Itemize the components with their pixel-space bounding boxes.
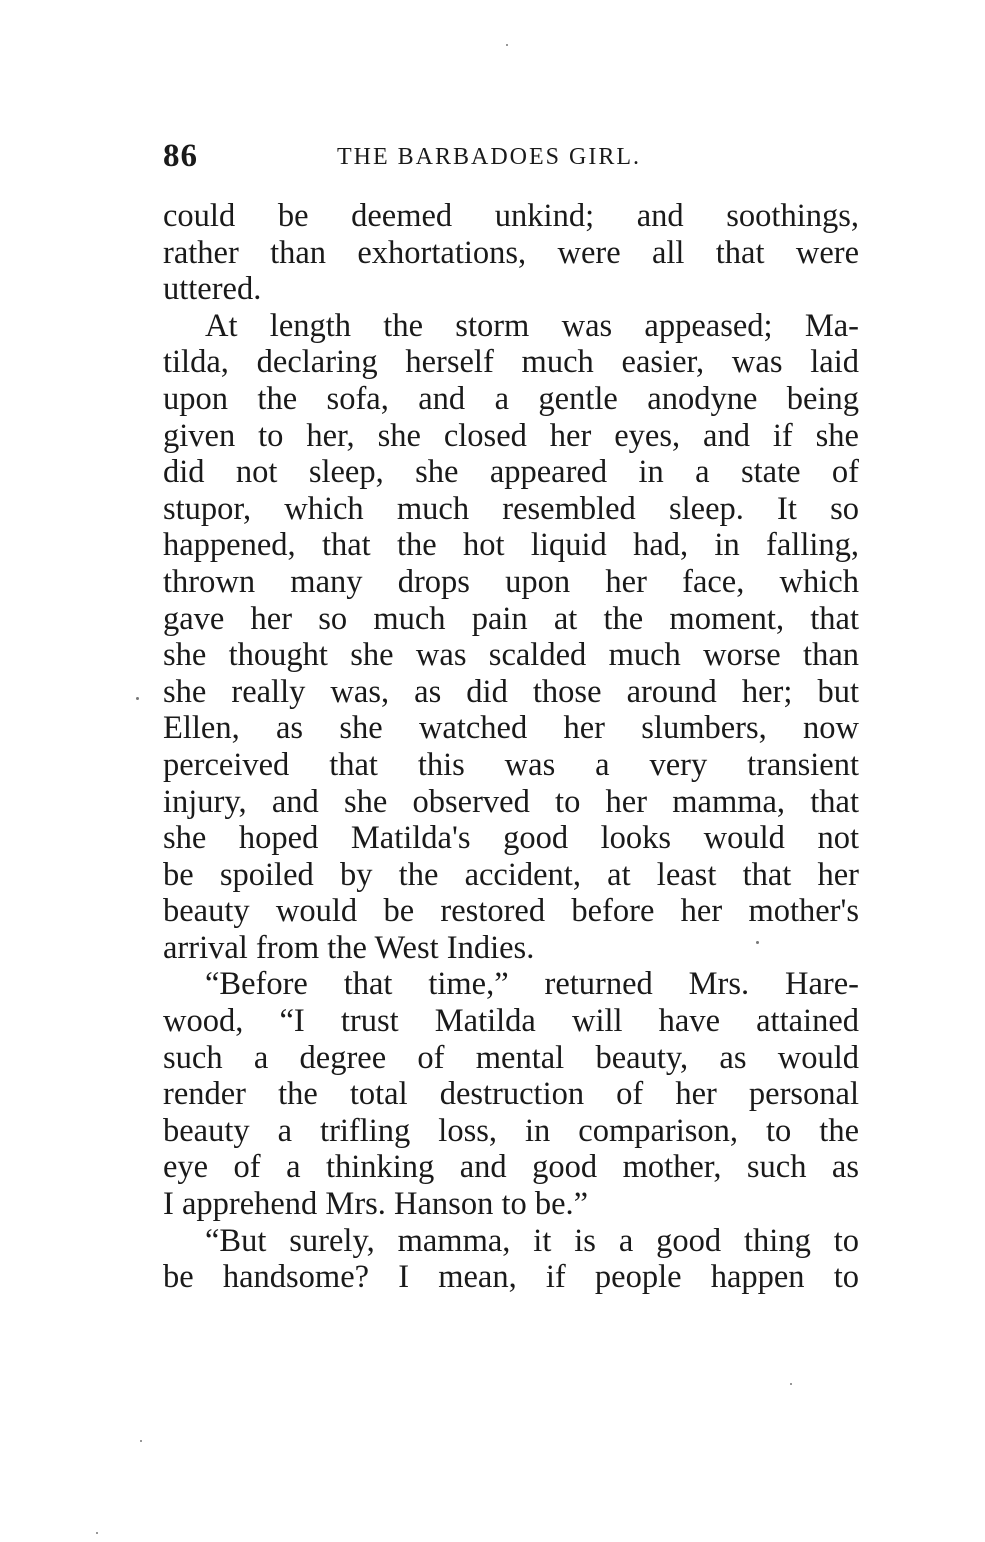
text-line: thrown many drops upon her face, which: [163, 563, 859, 600]
text-line: she really was, as did those around her; but: [163, 673, 859, 710]
text-line: “But surely, mamma, it is a good thing to: [205, 1222, 859, 1259]
text-line: be spoiled by the accident, at least that her: [163, 856, 859, 893]
text-line: she thought she was scalded much worse than: [163, 637, 859, 674]
running-title: THE BARBADOES GIRL.: [337, 144, 642, 170]
text-line: I apprehend Mrs. Hanson to be.”: [163, 1186, 589, 1223]
body-text: [163, 198, 859, 1296]
text-line: she hoped Matilda's good looks would not: [163, 820, 859, 857]
text-line: wood, “I trust Matilda will have attained: [163, 1003, 859, 1040]
text-line: Ellen, as she watched her slumbers, now: [163, 710, 859, 747]
text-line: injury, and she observed to her mamma, that: [163, 783, 859, 820]
text-line: perceived that this was a very transient: [163, 746, 859, 783]
text-line: upon the sofa, and a gentle anodyne being: [163, 380, 859, 417]
text-line: stupor, which much resembled sleep. It so: [163, 490, 859, 527]
print-speck: [96, 1532, 98, 1534]
text-line: At length the storm was appeased; Ma-: [205, 307, 859, 344]
text-line: happened, that the hot liquid had, in falling,: [163, 527, 859, 564]
running-head: [163, 138, 863, 178]
paragraph: [163, 966, 859, 1222]
text-line: given to her, she closed her eyes, and if she: [163, 417, 859, 454]
text-line: could be deemed unkind; and soothings,: [163, 198, 859, 234]
print-speck: [136, 697, 139, 700]
text-line: did not sleep, she appeared in a state of: [163, 454, 859, 491]
text-line: such a degree of mental beauty, as would: [163, 1039, 859, 1076]
text-line: rather than exhortations, were all that were: [163, 234, 859, 271]
text-line: tilda, declaring herself much easier, was laid: [163, 344, 859, 381]
print-speck: [506, 44, 508, 46]
text-line: be handsome? I mean, if people happen to: [163, 1259, 859, 1296]
text-line: beauty a trifling loss, in comparison, to the: [163, 1112, 859, 1149]
page-number: 86: [163, 138, 198, 174]
text-line: “Before that time,” returned Mrs. Hare-: [205, 966, 859, 1003]
text-line: beauty would be restored before her mother's: [163, 893, 859, 930]
text-line: render the total destruction of her personal: [163, 1076, 859, 1113]
print-speck: [790, 1383, 792, 1385]
paragraph: [163, 1223, 859, 1296]
print-speck: [756, 941, 759, 944]
paragraph: [163, 308, 859, 967]
text-line: eye of a thinking and good mother, such as: [163, 1149, 859, 1186]
text-line: arrival from the West Indies.: [163, 929, 535, 966]
paragraph: [163, 198, 859, 308]
text-line: uttered.: [163, 271, 262, 308]
text-line: gave her so much pain at the moment, that: [163, 600, 859, 637]
print-speck: [140, 1440, 142, 1442]
